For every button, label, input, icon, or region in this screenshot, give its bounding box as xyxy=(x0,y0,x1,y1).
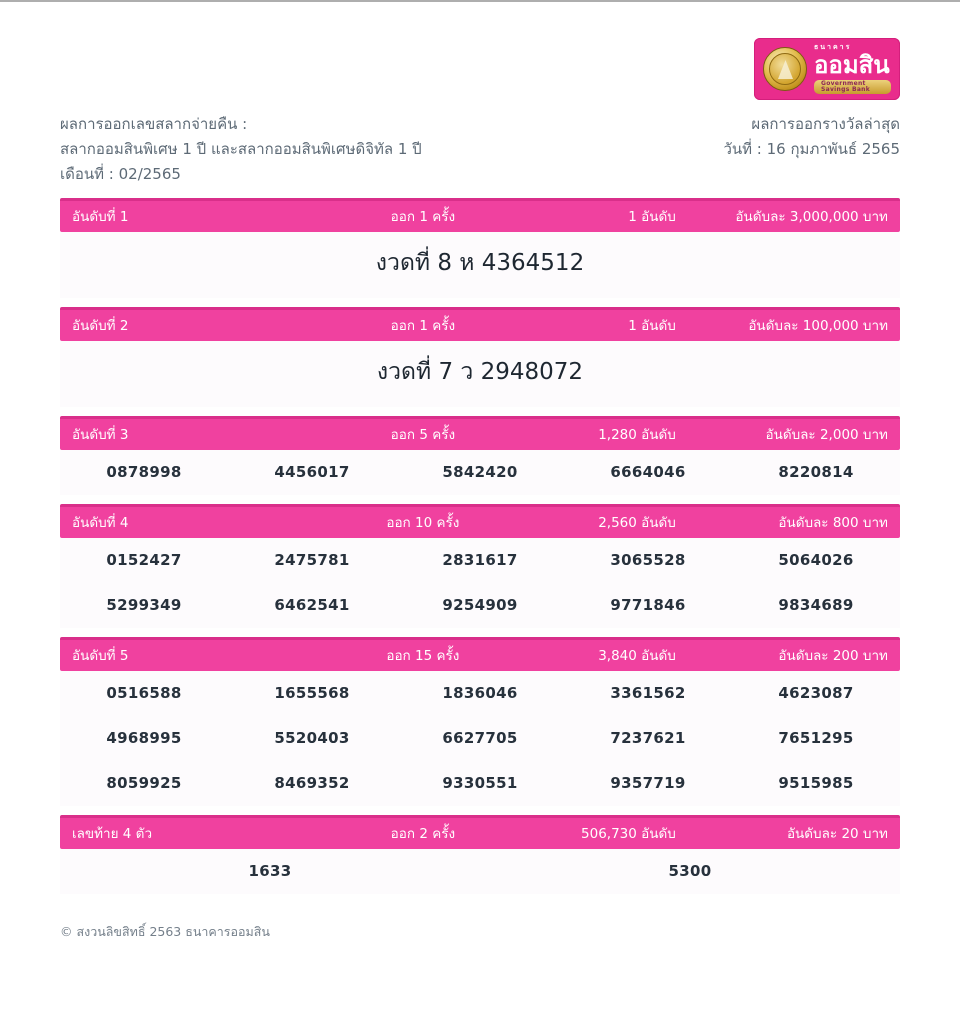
winner-count-label: 1 อันดับ xyxy=(628,318,676,335)
prize-amount-label: อันดับละ 100,000 บาท xyxy=(748,318,888,335)
winning-number: 9771846 xyxy=(610,595,686,614)
logo-row xyxy=(60,38,900,100)
winning-number: 9834689 xyxy=(778,595,854,614)
winning-number: 8059925 xyxy=(106,773,182,792)
rank-label: อันดับที่ 1 xyxy=(72,209,129,226)
gsb-logo-name: ออมสิน xyxy=(814,51,890,79)
winning-number: 6664046 xyxy=(610,462,686,481)
winning-numbers-row xyxy=(60,849,900,894)
section-header-last4 xyxy=(60,815,900,849)
prize-amount-label: อันดับละ 20 บาท xyxy=(786,826,888,843)
rank-label: อันดับที่ 3 xyxy=(72,427,129,444)
winning-number: 9357719 xyxy=(610,773,686,792)
winning-number: 7651295 xyxy=(778,728,854,747)
winning-number: 5300 xyxy=(668,861,712,880)
prize-amount-label: อันดับละ 800 บาท xyxy=(778,515,888,532)
rank-label: อันดับที่ 2 xyxy=(72,318,129,335)
draw-times-label: ออก 10 ครั้ง xyxy=(386,515,460,532)
winning-numbers-row xyxy=(60,716,900,761)
section-content-rank5 xyxy=(60,671,900,806)
prize-section-rank4 xyxy=(60,504,900,628)
prize-section-rank1 xyxy=(60,198,900,298)
prize-amount-label: อันดับละ 2,000 บาท xyxy=(765,427,888,444)
winning-number: 4968995 xyxy=(106,728,182,747)
winning-numbers-row xyxy=(60,538,900,583)
draw-times-label: ออก 5 ครั้ง xyxy=(390,427,456,444)
winning-number: 2475781 xyxy=(274,550,350,569)
winning-number: 0152427 xyxy=(106,550,182,569)
draw-times-label: ออก 15 ครั้ง xyxy=(386,648,460,665)
winner-count-label: 1 อันดับ xyxy=(628,209,676,226)
winning-number: 9254909 xyxy=(442,595,518,614)
draw-info-month: เดือนที่ : 02/2565 xyxy=(60,165,181,184)
winning-number: 5299349 xyxy=(106,595,182,614)
winning-number: 9330551 xyxy=(442,773,518,792)
winner-count-label: 506,730 อันดับ xyxy=(581,826,676,843)
rank-label: อันดับที่ 5 xyxy=(72,648,129,665)
winning-numbers-row xyxy=(60,583,900,628)
winning-number: 6462541 xyxy=(274,595,350,614)
section-content-last4 xyxy=(60,849,900,894)
winning-numbers-row xyxy=(60,761,900,806)
winning-number: 4623087 xyxy=(778,683,854,702)
section-content-rank2 xyxy=(60,341,900,407)
section-content-rank3 xyxy=(60,450,900,495)
winning-number: 0878998 xyxy=(106,462,182,481)
winner-count-label: 3,840 อันดับ xyxy=(598,648,676,665)
results-page xyxy=(60,38,900,942)
draw-times-label: ออก 2 ครั้ง xyxy=(390,826,456,843)
winning-number: 1836046 xyxy=(442,683,518,702)
prize-amount-label: อันดับละ 3,000,000 บาท xyxy=(735,209,888,226)
winning-number: 5064026 xyxy=(778,550,854,569)
winning-number: 2831617 xyxy=(442,550,518,569)
section-header-rank1 xyxy=(60,198,900,232)
winning-number: 3065528 xyxy=(610,550,686,569)
winning-number: 8469352 xyxy=(274,773,350,792)
prize-section-rank3 xyxy=(60,416,900,495)
draw-times-label: ออก 1 ครั้ง xyxy=(390,318,456,335)
rank-label: อันดับที่ 4 xyxy=(72,515,129,532)
copyright-text: © สงวนลิขสิทธิ์ 2563 ธนาคารออมสิน xyxy=(60,923,270,939)
section-header-rank4 xyxy=(60,504,900,538)
winning-number: 4456017 xyxy=(274,462,350,481)
winner-count-label: 1,280 อันดับ xyxy=(598,427,676,444)
winning-number: 5520403 xyxy=(274,728,350,747)
winning-number: 1655568 xyxy=(274,683,350,702)
prize-amount-label: อันดับละ 200 บาท xyxy=(778,648,888,665)
section-header-rank3 xyxy=(60,416,900,450)
winning-number: 7237621 xyxy=(610,728,686,747)
winning-number: 0516588 xyxy=(106,683,182,702)
prize-section-rank5 xyxy=(60,637,900,806)
prize-section-last4 xyxy=(60,815,900,894)
section-header-rank2 xyxy=(60,307,900,341)
rank-label: เลขท้าย 4 ตัว xyxy=(72,826,153,843)
winner-count-label: 2,560 อันดับ xyxy=(598,515,676,532)
gsb-logo-text xyxy=(814,44,891,94)
winning-number: 1633 xyxy=(248,861,292,880)
winning-numbers-row xyxy=(60,450,900,495)
latest-draw-title: ผลการออกรางวัลล่าสุด xyxy=(751,115,900,133)
gsb-emblem-icon xyxy=(763,47,807,91)
gsb-logo-prefix: ธนาคาร xyxy=(814,43,852,51)
draw-info xyxy=(60,112,422,188)
winning-numbers-row xyxy=(60,671,900,716)
winning-number: 8220814 xyxy=(778,462,854,481)
prize-section-rank2 xyxy=(60,307,900,407)
page-top-border xyxy=(0,0,960,2)
winning-number: 9515985 xyxy=(778,773,854,792)
winning-number-rank2: งวดที่ 7 ว 2948072 xyxy=(376,358,584,385)
latest-draw-info xyxy=(723,112,900,188)
section-content-rank4 xyxy=(60,538,900,628)
draw-info-lottery-types: สลากออมสินพิเศษ 1 ปี และสลากออมสินพิเศษดิจิทัล 1 ปี xyxy=(60,140,422,159)
draw-times-label: ออก 1 ครั้ง xyxy=(390,209,456,226)
winning-number: 5842420 xyxy=(442,462,518,481)
latest-draw-date: วันที่ : 16 กุมภาพันธ์ 2565 xyxy=(723,140,900,159)
gsb-logo-name-en: Government Savings Bank xyxy=(814,80,891,94)
winning-number-rank1: งวดที่ 8 ห 4364512 xyxy=(375,249,585,276)
winning-number: 3361562 xyxy=(610,683,686,702)
section-content-rank1 xyxy=(60,232,900,298)
gsb-bank-logo[interactable] xyxy=(754,38,900,100)
winning-number: 6627705 xyxy=(442,728,518,747)
page-header xyxy=(60,112,900,188)
section-header-rank5 xyxy=(60,637,900,671)
draw-info-title: ผลการออกเลขสลากจ่ายคืน : xyxy=(60,115,248,133)
